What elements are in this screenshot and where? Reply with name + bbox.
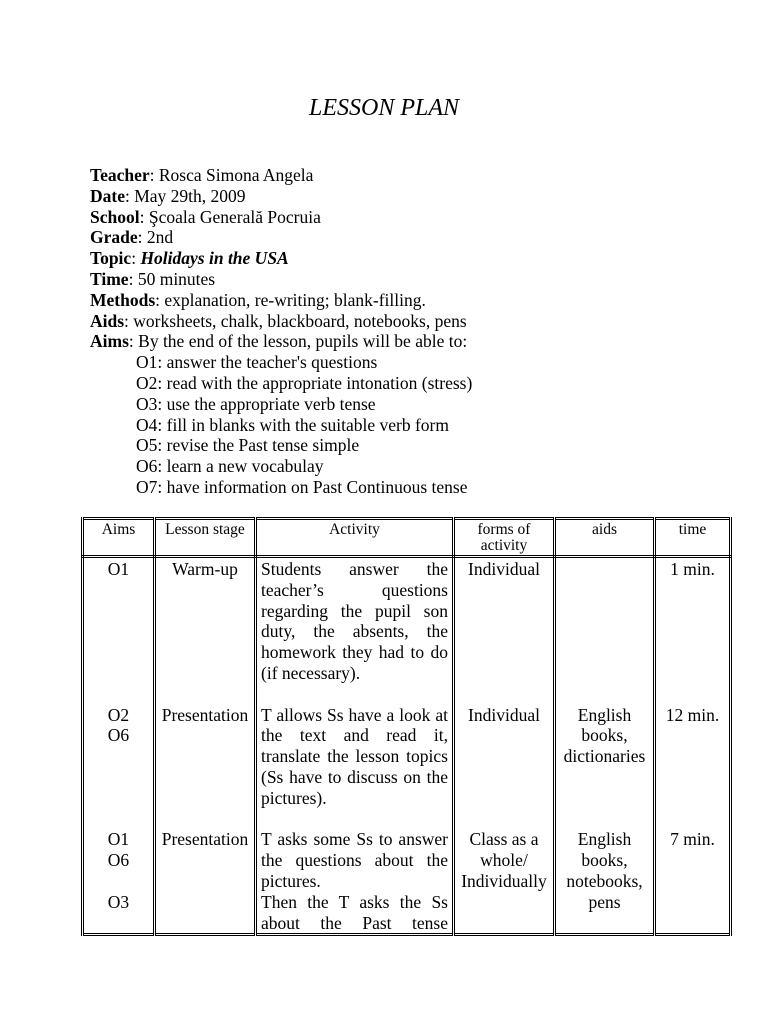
field-grade [90,227,730,248]
forms-cell: Individual [454,557,555,705]
field-aims [90,331,730,352]
time-cell: 1 min. [655,557,731,705]
lesson-stage-cell: Presentation [155,829,256,934]
field-aids [90,311,730,332]
field-teacher [90,165,730,186]
field-topic [90,248,730,269]
objective-item: O1: answer the teacher's questions [136,352,378,373]
table-header-activity: Activity [256,519,454,557]
field-separator: : [139,206,145,227]
aim-code: O6 [107,850,130,871]
activity-cell [256,705,454,830]
lesson-row [83,705,731,830]
activity-text: T asks some Ss to answer the questions about the pictures. [261,829,448,891]
field-label: Grade [90,227,138,248]
field-separator: : [128,268,134,289]
aims-cell [83,557,155,705]
field-separator: : [137,227,143,248]
time-cell: 12 min. [655,705,731,830]
lesson-plan-table [81,517,732,936]
field-value: Holidays in the USA [140,248,289,269]
field-separator: : [155,289,161,310]
table-header-lesson-stage: Lesson stage [155,519,256,557]
field-value: 2nd [146,227,174,248]
objective-item: O5: revise the Past tense simple [136,435,360,456]
aim-code: O1 [107,829,130,850]
field-label: Aims [90,331,129,352]
lesson-stage-cell: Presentation [155,705,256,830]
aim-code: O3 [107,891,130,912]
table-header-time: time [655,519,731,557]
field-separator: : [149,165,155,185]
field-label: Aids [90,310,125,331]
table-header-aims: Aims [83,519,155,557]
lesson-row [83,557,731,705]
field-label: Teacher [90,165,150,185]
field-value: 50 minutes [137,268,216,289]
aim-code: O6 [107,725,130,746]
field-label: Date [90,185,125,206]
field-value: May 29th, 2009 [134,185,246,206]
activity-text: T allows Ss have a look at the text and read it, translate the lesson topics (Ss have to discuss on the pictures). [261,704,448,808]
field-label: Topic [90,248,132,269]
forms-cell: Individual [454,705,555,830]
forms-cell: Class as a whole/ Individually [454,829,555,934]
lesson-stage-cell: Warm-up [155,557,256,705]
field-value: explanation, re-writing; blank-filling. [164,289,426,310]
field-time [90,269,730,290]
objective-item: O3: use the appropriate verb tense [136,393,376,414]
field-label: School [90,206,140,227]
field-value: Şcoala Generală Pocruia [148,206,321,227]
field-value: Rosca Simona Angela [158,165,314,185]
activity-text: Then the T asks the Ss about the Past tense [261,891,448,933]
table-header-row [83,519,731,557]
lesson-row [83,829,731,934]
lesson-info [90,165,730,498]
field-separator: : [128,331,134,352]
objective-item: O4: fill in blanks with the suitable verb form [136,414,450,435]
aims-cell [83,705,155,830]
field-separator: : [131,248,137,269]
field-separator: : [124,185,130,206]
objective-item: O6: learn a new vocabulay [136,456,324,477]
field-methods [90,290,730,311]
field-date [90,186,730,207]
field-label: Methods [90,289,156,310]
aim-code: O2 [107,704,130,725]
activity-cell [256,557,454,705]
table-header-forms-of-activity: forms of activity [454,519,555,557]
objective-item: O2: read with the appropriate intonation (stress) [136,372,473,393]
aids-cell [555,557,655,705]
activity-text: Students answer the teacher’s questions regarding the pupil son duty, the absents, the homework they had to do (if necessary). [261,559,448,683]
field-separator: : [124,310,129,331]
field-value: By the end of the lesson, pupils will be able to: [138,331,468,352]
field-school [90,207,730,228]
page-title: LESSON PLAN [308,95,460,121]
objective-item: O7: have information on Past Continuous tense [136,476,468,497]
field-label: Time [90,268,129,289]
aids-cell: English books, dictionaries [555,705,655,830]
aims-cell [83,829,155,934]
table-header-aids: aids [555,519,655,557]
time-cell: 7 min. [655,829,731,934]
aids-cell: English books, notebooks, pens [555,829,655,934]
aim-code: O1 [107,559,130,579]
field-value: worksheets, chalk, blackboard, notebooks, pens [133,310,467,331]
activity-cell [256,829,454,934]
